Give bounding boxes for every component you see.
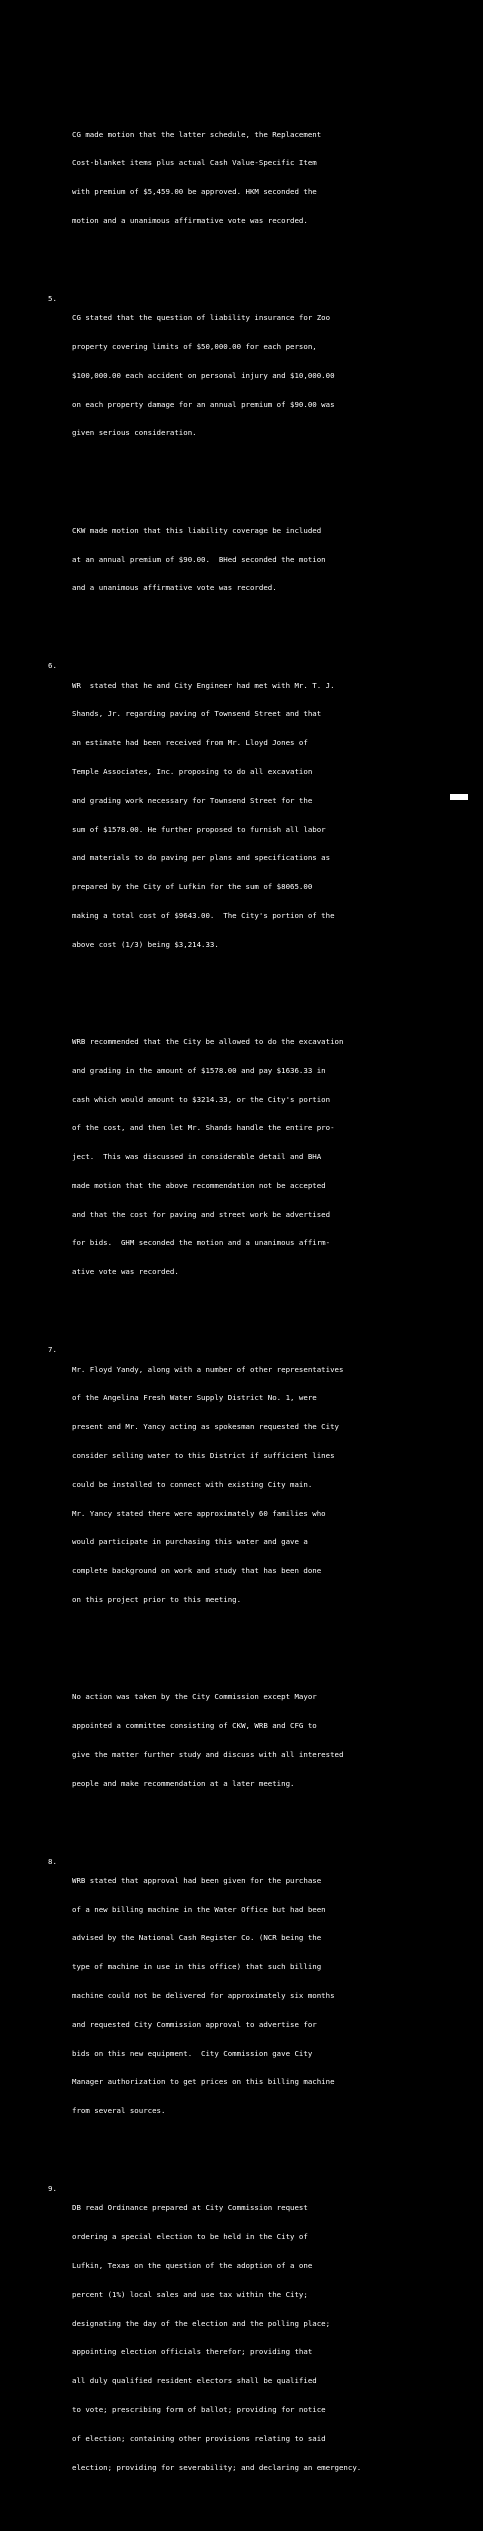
paragraph-line: appointing election officials therefor; providing that	[72, 2347, 313, 2357]
paragraph-line: to vote; prescribing form of ballot; providing for notice	[72, 2404, 326, 2414]
paragraph-number: 8.	[48, 1856, 57, 1866]
paragraph-line: Mr. Floyd Yandy, along with a number of other representatives	[72, 1364, 344, 1374]
paragraph-line: motion and a unanimous affirmative vote was recorded.	[72, 215, 308, 225]
paragraph-line: ative vote was recorded.	[72, 1267, 179, 1277]
paragraph-line: an estimate had been received from Mr. Lloyd Jones of	[72, 738, 308, 748]
paragraph-line: Manager authorization to get prices on this billing machine	[72, 2077, 335, 2087]
paragraph-line: WRB recommended that the City be allowed to do the excavation	[72, 1037, 344, 1046]
paragraph-line: prepared by the City of Lufkin for the sum of $8065.00	[72, 882, 313, 892]
paragraph-line: percent (1%) local sales and use tax within the City;	[72, 2289, 308, 2299]
paragraph-line: and grading work necessary for Townsend Street for the	[72, 795, 313, 805]
paragraph-8	[50, 1847, 450, 2135]
paragraph-line: Mr. Yancy stated there were approximately 60 families who	[72, 1508, 326, 1518]
paragraph-line: sum of $1578.00. He further proposed to furnish all labor	[72, 824, 326, 834]
paragraph-line: making a total cost of $9643.00. The City's portion of the	[72, 910, 335, 920]
paragraph-line: of the cost, and then let Mr. Shands handle the entire pro-	[72, 1123, 335, 1133]
paragraph-line: from several sources.	[72, 2106, 166, 2116]
paragraph-line: with premium of $5,459.00 be approved. HKM seconded the	[72, 187, 317, 197]
paragraph-line: No action was taken by the City Commission except Mayor	[72, 1692, 317, 1702]
paragraph-line: machine could not be delivered for approximately six months	[72, 1991, 335, 2000]
paragraph-number: 9.	[48, 2184, 57, 2194]
paragraph-line: CG made motion that the latter schedule, the Replacement	[72, 129, 322, 139]
paragraph-line: Lufkin, Texas on the question of the adoption of a one	[72, 2261, 313, 2271]
paragraph-line: of the Angelina Fresh Water Supply District No. 1, were	[72, 1393, 317, 1403]
paragraph-line: of a new billing machine in the Water Office but had been	[72, 1904, 326, 1914]
paragraph-line: Temple Associates, Inc. proposing to do all excavation	[72, 766, 313, 776]
scan-corner-mark	[450, 794, 468, 800]
paragraph-line: Shands, Jr. regarding paving of Townsend Street and that	[72, 709, 322, 719]
paragraph-line: bids on this new equipment. City Commission gave City	[72, 2048, 313, 2058]
paragraph-line: property covering limits of $50,000.00 for each person,	[72, 342, 317, 352]
paragraph-line: for bids. GHM seconded the motion and a unanimous affirm-	[72, 1238, 331, 1248]
paragraph-number: 7.	[48, 1345, 57, 1355]
paragraph-line: and requested City Commission approval to advertise for	[72, 2019, 317, 2029]
paragraph-line: ject. This was discussed in considerable detail and BHA	[72, 1152, 322, 1162]
paragraph-line: designating the day of the election and the polling place;	[72, 2318, 331, 2328]
paragraph-line: WRB stated that approval had been given for the purchase	[72, 1875, 322, 1885]
paragraph-line: above cost (1/3) being $3,214.33.	[72, 939, 219, 949]
paragraph-line: CKW made motion that this liability coverage be included	[72, 525, 322, 535]
paragraph-line: election; providing for severability; and declaring an emergency.	[72, 2462, 362, 2472]
paragraph-line: made motion that the above recommendation not be accepted	[72, 1180, 326, 1190]
paragraph-9	[50, 2175, 450, 2492]
paragraph-number: 5.	[48, 294, 57, 304]
paragraph-line: could be installed to connect with existing City main.	[72, 1479, 313, 1489]
paragraph-line: and that the cost for paving and street work be advertised	[72, 1209, 331, 1219]
paragraph-line: and a unanimous affirmative vote was recorded.	[72, 583, 277, 593]
paragraph-line: WR stated that he and City Engineer had met with Mr. T. J.	[72, 680, 335, 690]
paragraph-line: DB read Ordinance prepared at City Commission request	[72, 2203, 308, 2213]
paragraph-line: type of machine in use in this office) that such billing	[72, 1962, 322, 1972]
paragraph-line: would participate in purchasing this water and gave a	[72, 1537, 308, 1547]
minutes-text	[50, 72, 450, 2531]
paragraph-line: on each property damage for an annual premium of $90.00 was	[72, 399, 335, 409]
paragraph-line: give the matter further study and discuss with all interested	[72, 1749, 344, 1759]
paragraph-line: and grading in the amount of $1578.00 and pay $1636.33 in	[72, 1065, 326, 1075]
paragraph-line: given serious consideration.	[72, 428, 197, 438]
paragraph-line: of election; containing other provisions relating to said	[72, 2433, 326, 2443]
paragraph-number: 6.	[48, 661, 57, 671]
paragraph-7-action	[50, 1663, 450, 1807]
paragraph-line: ordering a special election to be held in the City of	[72, 2232, 308, 2242]
paragraph-6-recommendation	[50, 1008, 450, 1296]
paragraph-line: $100,000.00 each accident on personal injury and $10,000.00	[72, 370, 335, 380]
paragraph-line: people and make recommendation at a later meeting.	[72, 1778, 295, 1788]
paragraph-5	[50, 284, 450, 457]
paragraph-line: cash which would amount to $3214.33, or the City's portion	[72, 1094, 331, 1104]
paragraph-line: on this project prior to this meeting.	[72, 1594, 242, 1604]
paragraph-line: at an annual premium of $90.00. BHed seconded the motion	[72, 554, 326, 564]
paragraph-line: advised by the National Cash Register Co. (NCR being the	[72, 1933, 322, 1943]
paragraph-line: appointed a committee consisting of CKW, WRB and CFG to	[72, 1720, 317, 1730]
paragraph-line: complete background on work and study that has been done	[72, 1566, 322, 1576]
paragraph-line: present and Mr. Yancy acting as spokesman requested the City	[72, 1422, 339, 1432]
paragraph-line: and materials to do paving per plans and specifications as	[72, 853, 331, 863]
paragraph-5-motion	[50, 497, 450, 612]
paragraph-7	[50, 1336, 450, 1624]
paragraph-6	[50, 652, 450, 969]
paragraph-line: CG stated that the question of liability insurance for Zoo	[72, 313, 331, 323]
paragraph-4-cont	[50, 101, 450, 245]
paragraph-line: Cost-blanket items plus actual Cash Value-Specific Item	[72, 158, 317, 168]
paragraph-line: consider selling water to this District if sufficient lines	[72, 1450, 335, 1460]
paragraph-line: all duly qualified resident electors shall be qualified	[72, 2376, 317, 2386]
